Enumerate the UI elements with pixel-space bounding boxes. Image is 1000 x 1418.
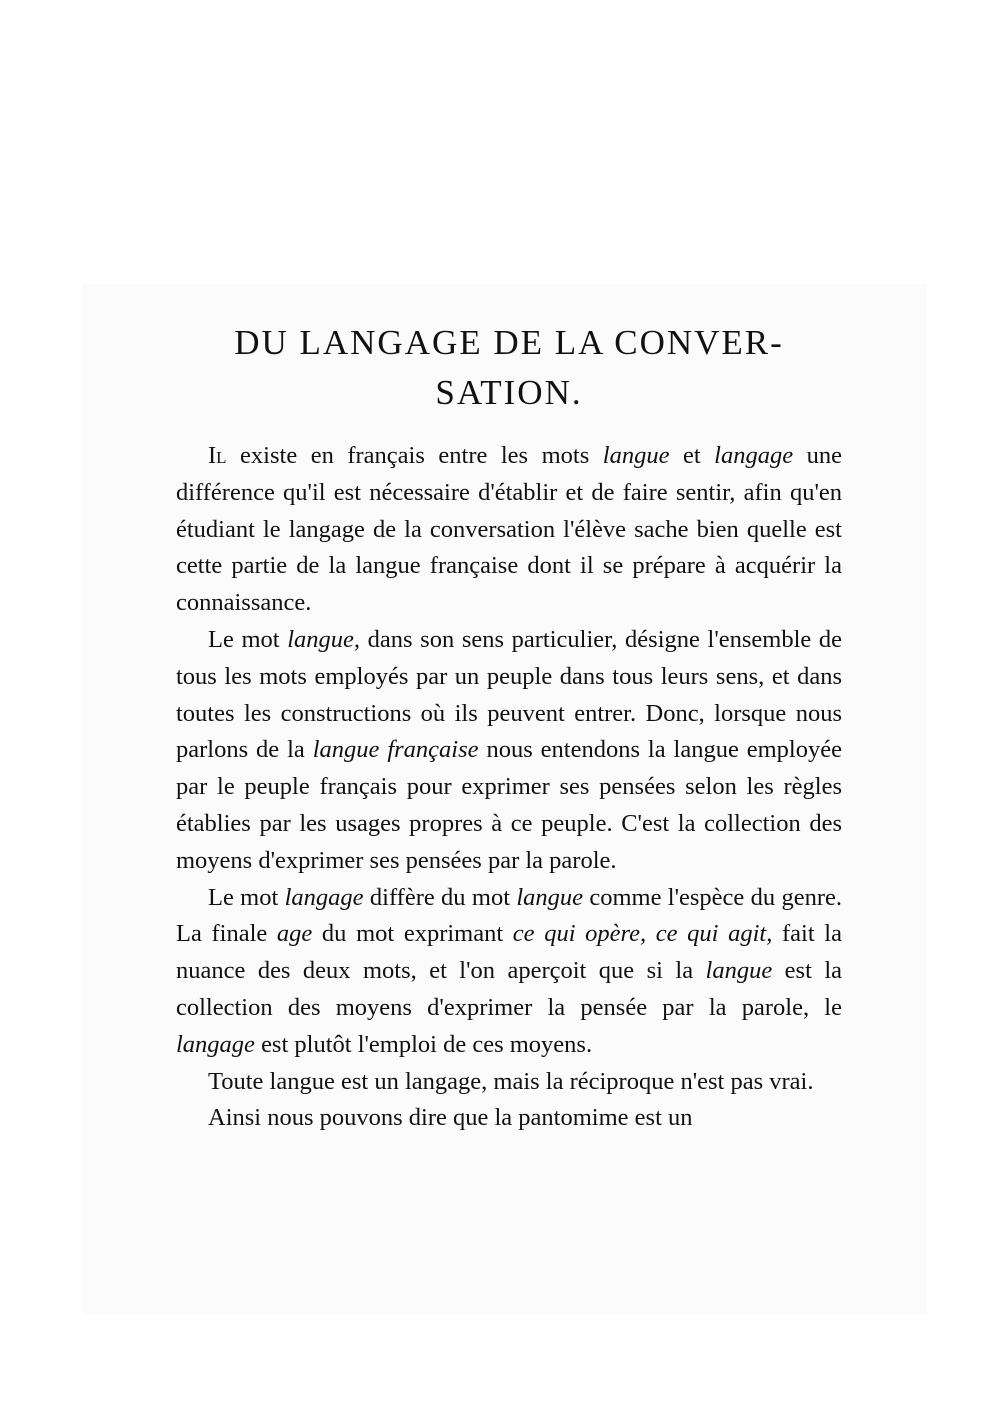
paragraph-2-text: Le mot — [208, 625, 288, 653]
paragraph-1-text: une différence qu'il est nécessaire d'établir et de faire sentir, afin qu'en étudiant le langage de la conversation l'élève sache bien quelle est cette partie de la langue française dont il se prépare à acquérir la connaissance. — [176, 442, 842, 617]
paragraph-3 — [176, 880, 842, 1064]
paragraph-1 — [176, 438, 842, 622]
italic-term: langue, — [287, 625, 361, 653]
chapter-title — [176, 318, 842, 418]
italic-term: age — [276, 920, 313, 948]
document-page — [176, 318, 842, 1137]
paragraph-5: Ainsi nous pouvons dire que la pantomime est un — [208, 1104, 693, 1132]
paragraph-2-text: nous entendons la langue employée par le peuple français pour exprimer ses pensées selon les règles établies par les usages propres à ce peuple. C'est la collection des moyens d'exprimer ses pensées par la parole. — [176, 736, 842, 874]
italic-term: langage — [714, 442, 794, 469]
paragraph-2 — [176, 622, 842, 880]
paragraph-3-text: du mot exprimant — [312, 920, 513, 948]
paragraph-3-text: Le mot — [208, 883, 285, 911]
italic-term: langue — [516, 883, 584, 911]
italic-term: langage — [176, 1030, 255, 1058]
paragraph-3-text: comme l'espèce du genre. La finale — [176, 883, 842, 948]
chapter-title-line-2: SATION. — [435, 373, 583, 412]
chapter-title-line-1: DU LANGAGE DE LA CONVER- — [234, 323, 784, 362]
paragraph-3-text: fait la nuance des deux mots, et l'on aperçoit que si la — [176, 920, 842, 985]
italic-term: langue — [705, 957, 773, 985]
italic-term: ce qui opère, ce qui agit, — [512, 920, 773, 948]
paragraph-3-text: est la collection des moyens d'exprimer la pensée par la parole, le — [176, 957, 842, 1021]
paragraph-1-text: et — [669, 442, 715, 469]
italic-term: langue — [602, 442, 670, 469]
italic-term: langue française — [312, 736, 479, 764]
paragraph-3-text: diffère du mot — [363, 883, 517, 911]
paragraph-2-text: dans son sens particulier, désigne l'ensemble de tous les mots employés par un peuple dans tous leurs sens, et dans toutes les constructions où ils peuvent entrer. Donc, lorsque nous parlons de la — [176, 625, 842, 764]
paragraph-1-text: existe en français entre les mots — [226, 442, 603, 469]
paragraph-4: Toute langue est un langage, mais la réciproque n'est pas vrai. — [208, 1067, 814, 1095]
italic-term: langage — [284, 883, 364, 911]
paragraph-3-text: est plutôt l'emploi de ces moyens. — [254, 1030, 593, 1058]
drop-lead-word: Il — [208, 442, 227, 469]
